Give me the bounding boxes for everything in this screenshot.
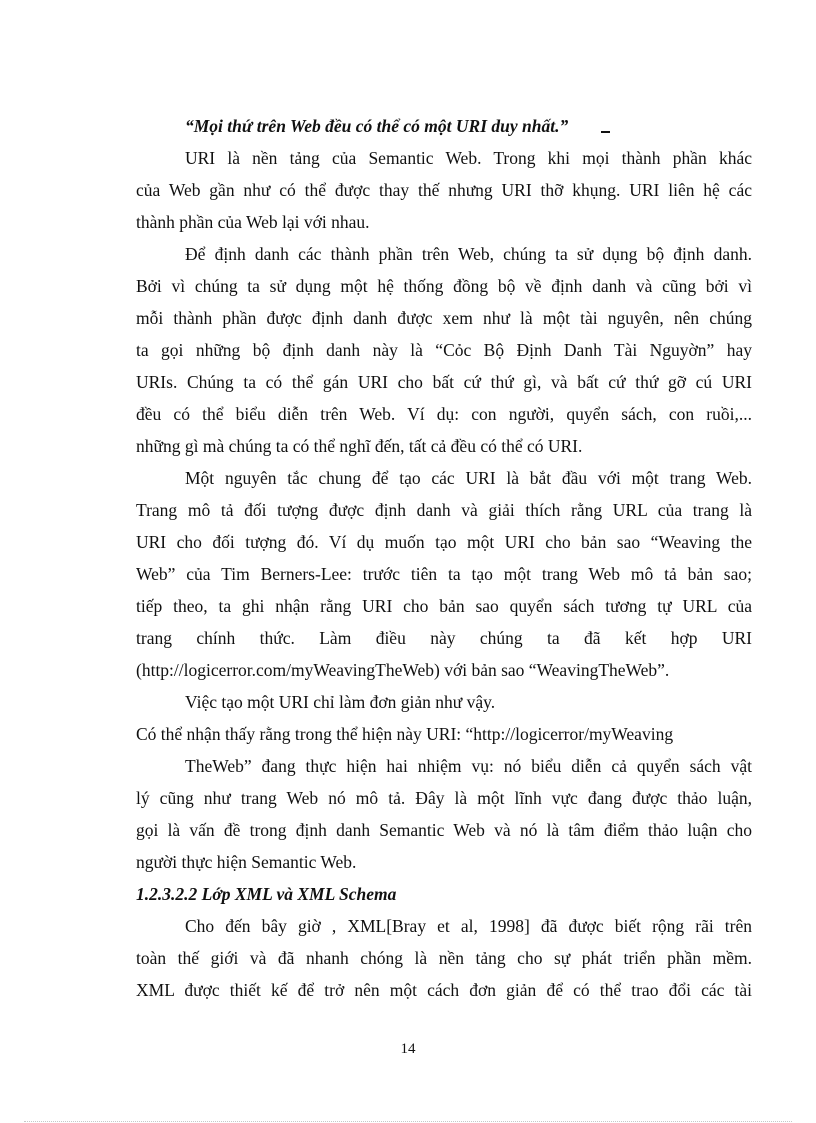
paragraph-line: URIs. Chúng ta có thể gán URI cho bất cứ thứ gì, và bất cứ thứ gỡ cú URI bbox=[136, 372, 752, 392]
section-heading: 1.2.3.2.2 Lớp XML và XML Schema bbox=[136, 884, 397, 904]
paragraph-line: Một nguyên tắc chung để tạo các URI là bắt đầu với một trang Web. bbox=[185, 468, 752, 488]
paragraph-line: mỗi thành phần được định danh được xem như là một tài nguyên, nên chúng bbox=[136, 308, 752, 328]
paragraph-line: của Web gần như có thể được thay thế nhưng URI thỡ khụng. URI liên hệ các bbox=[136, 180, 752, 200]
paragraph-line: (http://logicerror.com/myWeavingTheWeb) với bản sao “WeavingTheWeb”. bbox=[136, 660, 670, 680]
paragraph-line: Trang mô tả đối tượng được định danh và giải thích rằng URL của trang là bbox=[136, 500, 752, 520]
text-cursor bbox=[601, 131, 610, 133]
paragraph-line: trang chính thức. Làm điều này chúng ta đã kết hợp URI bbox=[136, 628, 752, 648]
paragraph-line: toàn thế giới và đã nhanh chóng là nền tảng cho sự phát triển phần mềm. bbox=[136, 948, 752, 968]
paragraph-line: Cho đến bây giờ , XML[Bray et al, 1998] đã được biết rộng rãi trên bbox=[185, 916, 752, 936]
paragraph-line: XML được thiết kế để trở nên một cách đơn giản để có thể trao đổi các tài bbox=[136, 980, 752, 1000]
paragraph-line: những gì mà chúng ta có thể nghĩ đến, tất cả đều có thể có URI. bbox=[136, 436, 583, 456]
paragraph-line: TheWeb” đang thực hiện hai nhiệm vụ: nó biểu diễn cả quyển sách vật bbox=[185, 756, 752, 776]
paragraph-line: Có thể nhận thấy rằng trong thể hiện này URI: “http://logicerror/myWeaving bbox=[136, 724, 674, 744]
paragraph-line: gọi là vấn đề trong định danh Semantic Web và nó là tâm điểm thảo luận cho bbox=[136, 820, 752, 840]
paragraph-line: Việc tạo một URI chỉ làm đơn giản như vậy. bbox=[185, 692, 496, 712]
paragraph-line: lý cũng như trang Web nó mô tả. Đây là một lĩnh vực đang được thảo luận, bbox=[136, 788, 752, 808]
paragraph-line: Web” của Tim Berners-Lee: trước tiên ta tạo một trang Web mô tả bản sao; bbox=[136, 564, 752, 584]
paragraph-line: URI cho đối tượng đó. Ví dụ muốn tạo một URI cho bản sao “Weaving the bbox=[136, 532, 752, 552]
paragraph-line: người thực hiện Semantic Web. bbox=[136, 852, 357, 872]
quote-line: “Mọi thứ trên Web đều có thể có một URI duy nhất.” bbox=[185, 116, 569, 136]
paragraph-line: URI là nền tảng của Semantic Web. Trong khi mọi thành phần khác bbox=[185, 148, 752, 168]
paragraph-line: thành phần của Web lại với nhau. bbox=[136, 212, 370, 232]
paragraph-line: ta gọi những bộ định danh này là “Cỏc Bộ Định Danh Tài Nguyờn” hay bbox=[136, 340, 752, 360]
page-number: 14 bbox=[400, 1041, 416, 1057]
paragraph-line: đều có thể biểu diễn trên Web. Ví dụ: con người, quyển sách, con ruồi,... bbox=[136, 404, 752, 424]
paragraph-line: Bởi vì chúng ta sử dụng một hệ thống đồng bộ về định danh và cũng bởi vì bbox=[136, 276, 752, 296]
page-footer-divider bbox=[24, 1121, 792, 1122]
paragraph-line: Để định danh các thành phần trên Web, chúng ta sử dụng bộ định danh. bbox=[185, 244, 752, 264]
paragraph-line: tiếp theo, ta ghi nhận rằng URI cho bản sao quyển sách tương tự URL của bbox=[136, 596, 752, 616]
